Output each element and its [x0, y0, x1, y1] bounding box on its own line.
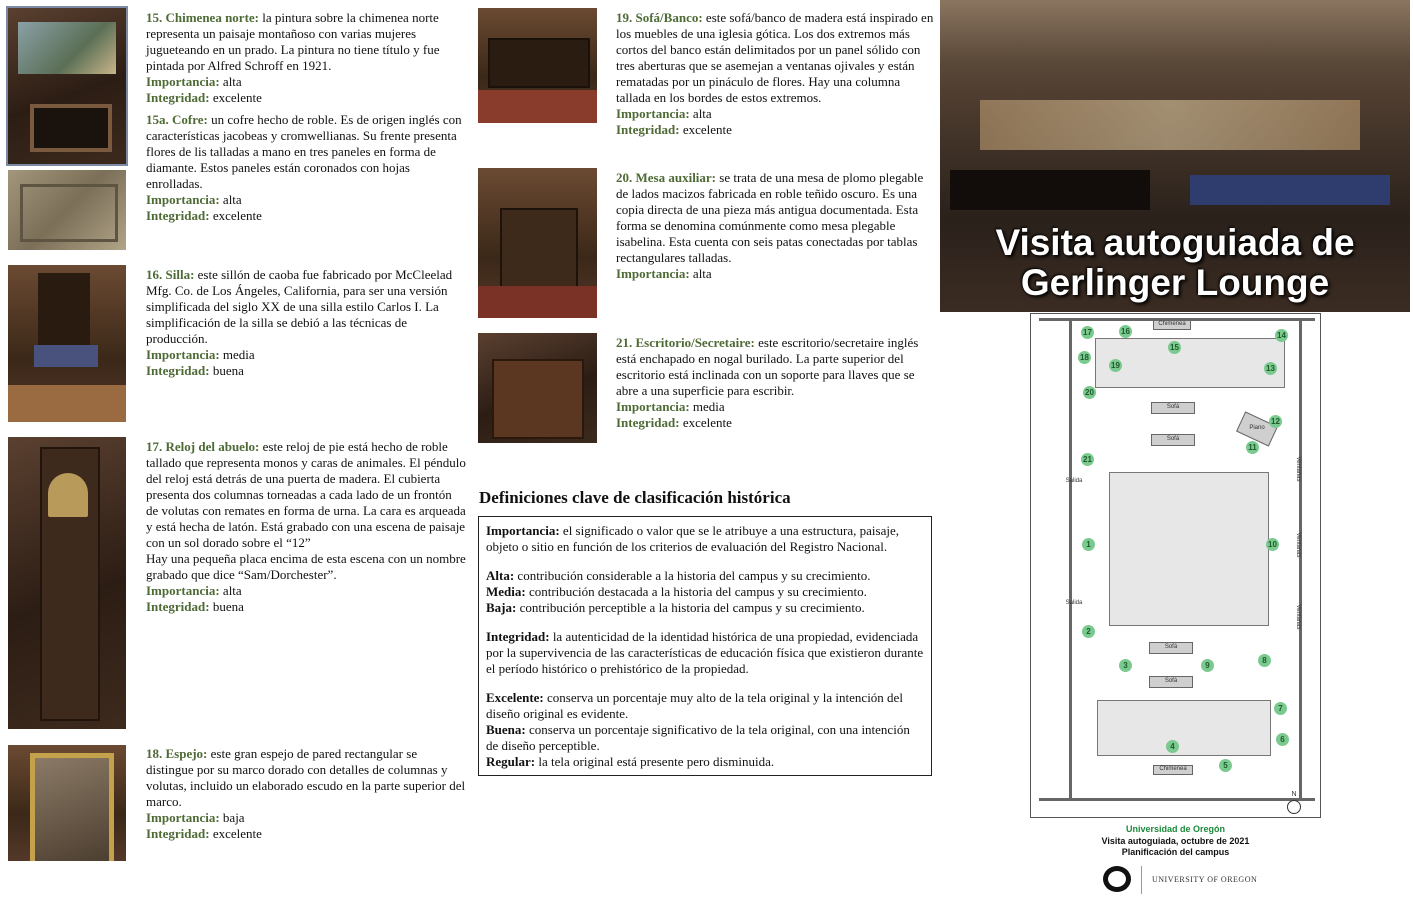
importance-value: media: [222, 347, 255, 362]
map-marker: 21: [1081, 453, 1094, 466]
def-term: Buena:: [486, 722, 526, 737]
importance-value: alta: [222, 583, 242, 598]
importance-value: alta: [222, 74, 242, 89]
importance-label: Importancia:: [616, 266, 690, 281]
integrity-value: excelente: [682, 122, 732, 137]
map-marker: 19: [1109, 359, 1122, 372]
map-wall-bottom: [1039, 798, 1315, 801]
map-marker: 12: [1269, 415, 1282, 428]
map-marker: 7: [1274, 702, 1287, 715]
def-integrity: [486, 629, 924, 677]
north-arrow-icon: [1287, 800, 1301, 814]
entry-15-title: 15. Chimenea norte:: [146, 10, 260, 25]
entry-15-body: la pintura sobre la chimenea norte representa un paisaje montañoso con varias mujeres jugueteando en un prado. La pintura no tiene título y fue pintada por Alfred Schroff en 1921.: [146, 10, 440, 73]
map-label-sofa-bottom: Sofá: [1164, 644, 1178, 650]
entry-17-body2: Hay una pequeña placa encima de esta escena con un nombre grabado que dice “Sam/Dorchester”.: [146, 551, 466, 582]
entry-21-title: 21. Escritorio/Secretaire:: [616, 335, 755, 350]
map-label-salida-1: Salida: [1065, 478, 1083, 484]
fireplace-opening: [30, 104, 112, 152]
entry-16-body: este sillón de caoba fue fabricado por McCleelad Mfg. Co. de Los Ángeles, California, para ser una versión simplificada del siglo XX de una silla estilo Carlos I. La simplificación de la silla se debió a las técnicas de producción.: [146, 267, 453, 346]
chair-photo: [8, 265, 126, 422]
importance-value: alta: [222, 192, 242, 207]
entry-16-title: 16. Silla:: [146, 267, 195, 282]
map-label-chimenea-bottom: Chimenea: [1159, 766, 1187, 772]
importance-label: Importancia:: [616, 399, 690, 414]
map-marker: 14: [1275, 329, 1288, 342]
map-marker: 11: [1246, 441, 1259, 454]
hero-sofa: [1190, 175, 1390, 205]
integrity-value: excelente: [212, 90, 262, 105]
hero-title-line2: Gerlinger Lounge: [1020, 262, 1330, 303]
rug: [478, 286, 597, 318]
def-term: Alta:: [486, 568, 515, 583]
entry-16: [146, 267, 466, 385]
entry-19-body: este sofá/banco de madera está inspirado en los muebles de una iglesia gótica. Los dos extremos más cortos del banco están delimitados por un panel sólido con tres aberturas que se asemejan a ventanas ojivales y están rematadas por un pináculo de flores. Hay una columna tallada en los bordes de estos extremos.: [616, 10, 934, 105]
university-logo-icon: [1103, 866, 1131, 892]
map-marker: 17: [1081, 326, 1094, 339]
map-label-piano: Piano: [1249, 425, 1265, 431]
university-logo-text: UNIVERSITY OF OREGON: [1152, 875, 1258, 884]
entry-19: [616, 10, 934, 144]
entry-15a: [146, 112, 466, 230]
integrity-label: Integridad:: [146, 208, 210, 223]
def-term: Integridad:: [486, 629, 550, 644]
fireplace-photo: [6, 6, 128, 166]
chair-seat: [34, 345, 98, 367]
map-marker: 4: [1166, 740, 1179, 753]
importance-value: alta: [692, 106, 712, 121]
def-term: Media:: [486, 584, 526, 599]
map-rug-center: [1109, 472, 1269, 626]
entry-21: [616, 335, 934, 437]
integrity-value: excelente: [212, 826, 262, 841]
map-rug-top: [1095, 338, 1285, 388]
chest-carving: [20, 184, 118, 242]
mirror-photo: [8, 745, 126, 861]
def-text: contribución perceptible a la historia del campus y su crecimiento.: [519, 600, 865, 615]
entry-18-title: 18. Espejo:: [146, 746, 208, 761]
definitions-box: [478, 516, 932, 776]
importance-value: baja: [222, 810, 245, 825]
map-rug-bottom: [1097, 700, 1271, 756]
desk-body: [492, 359, 584, 439]
map-marker: 8: [1258, 654, 1271, 667]
map-marker: 5: [1219, 759, 1232, 772]
def-term: Regular:: [486, 754, 536, 769]
entry-15a-body: un cofre hecho de roble. Es de origen inglés con características jacobeas y cromwellianas. Su frente presenta flores de lis talladas a mano en tres paneles en forma de diamante. Estos paneles están coronados con hojas enrolladas.: [146, 112, 462, 191]
def-integrity-levels: [486, 690, 924, 770]
floor-plan-map: [1030, 313, 1321, 818]
credit-planning: Planificación del campus: [1121, 847, 1230, 857]
def-text: conserva un porcentaje significativo de la tela original, con una intención de diseño perceptible.: [486, 722, 910, 753]
chair-back: [38, 273, 90, 353]
map-marker: 16: [1119, 325, 1132, 338]
mirror-frame: [30, 753, 114, 861]
map-marker: 13: [1264, 362, 1277, 375]
map-label-sofa-top: Sofá: [1166, 404, 1180, 410]
def-text: el significado o valor que se le atribuye a una estructura, paisaje, objeto o sitio en función de los criterios de evaluación del Registro Nacional.: [486, 523, 899, 554]
entry-18-body: este gran espejo de pared rectangular se distingue por su marco dorado con detalles de columnas y volutas, incluido un elaborado escudo en la parte superior del marco.: [146, 746, 466, 809]
bench-back: [488, 38, 590, 88]
map-marker: 10: [1266, 538, 1279, 551]
map-label-ventanas-1: Ventanas: [1295, 456, 1301, 482]
bench-photo: [478, 8, 597, 123]
fireplace-painting: [18, 22, 116, 74]
integrity-value: buena: [212, 599, 244, 614]
side-table-photo: [478, 168, 597, 318]
map-marker: 1: [1082, 538, 1095, 551]
def-importance: [486, 523, 924, 555]
credit-university: Universidad de Oregón: [1125, 824, 1226, 834]
hero-photo: [940, 0, 1410, 312]
chest-photo: [8, 170, 126, 250]
map-label-sofa-bottom2: Sofá: [1164, 678, 1178, 684]
map-marker: 18: [1078, 351, 1091, 364]
integrity-label: Integridad:: [616, 122, 680, 137]
integrity-value: buena: [212, 363, 244, 378]
integrity-label: Integridad:: [146, 363, 210, 378]
entry-19-title: 19. Sofá/Banco:: [616, 10, 703, 25]
integrity-label: Integridad:: [146, 826, 210, 841]
integrity-label: Integridad:: [146, 90, 210, 105]
hero-windows: [980, 100, 1360, 150]
map-marker: 2: [1082, 625, 1095, 638]
clock-photo: [8, 437, 126, 729]
importance-value: alta: [692, 266, 712, 281]
integrity-value: excelente: [212, 208, 262, 223]
importance-label: Importancia:: [146, 583, 220, 598]
def-term: Excelente:: [486, 690, 544, 705]
floor: [8, 385, 126, 422]
map-marker: 20: [1083, 386, 1096, 399]
integrity-label: Integridad:: [616, 415, 680, 430]
entry-17: [146, 439, 466, 621]
map-marker: 3: [1119, 659, 1132, 672]
desk-photo: [478, 333, 597, 443]
map-marker: 9: [1201, 659, 1214, 672]
importance-label: Importancia:: [616, 106, 690, 121]
map-label-chimenea-top: Chimenea: [1158, 321, 1186, 327]
entry-17-title: 17. Reloj del abuelo:: [146, 439, 260, 454]
map-label-ventanas-3: Ventanas: [1295, 604, 1301, 630]
importance-value: media: [692, 399, 725, 414]
map-label-sofa-top2: Sofá: [1166, 436, 1180, 442]
def-term: Importancia:: [486, 523, 560, 538]
entry-18: [146, 746, 466, 848]
importance-label: Importancia:: [146, 810, 220, 825]
entry-17-body: este reloj de pie está hecho de roble tallado que representa monos y caras de animales. El péndulo del reloj está detrás de una puerta de madera. El cubierta presenta dos columnas torneadas a cada lado de un frontón de volutas con remates en forma de urna. La cara es arqueada y está hecha de latón. Está grabado con una escena de paisaje con un sol dorado sobre el “12”: [146, 439, 466, 550]
def-term: Baja:: [486, 600, 517, 615]
def-text: contribución considerable a la historia del campus y su crecimiento.: [517, 568, 871, 583]
map-marker: 6: [1276, 733, 1289, 746]
definitions-heading: Definiciones clave de clasificación histórica: [479, 488, 791, 507]
side-table-body: [500, 208, 578, 292]
clock-face: [48, 473, 88, 517]
hero-ceiling: [940, 0, 1410, 60]
def-text: conserva un porcentaje muy alto de la tela original y la intención del diseño original es evidente.: [486, 690, 903, 721]
entry-20-body: se trata de una mesa de plomo plegable de lados macizos fabricada en roble teñido oscuro. Es una copia directa de una pieza más antigua documentada. Esta forma se denomina comúnmente como mesa plegable isabelina. Esta cuenta con seis patas conectadas por tablas rectangulares talladas.: [616, 170, 924, 265]
entry-20: [616, 170, 934, 288]
entry-20-title: 20. Mesa auxiliar:: [616, 170, 717, 185]
def-text: la autenticidad de la identidad histórica de una propiedad, evidenciada por la supervivencia de las características de educación física que existieron durante el período histórico o prehistórico de la propiedad.: [486, 629, 924, 676]
entry-15a-title: 15a. Cofre:: [146, 112, 208, 127]
importance-label: Importancia:: [146, 192, 220, 207]
map-north-label: N: [1291, 791, 1297, 798]
integrity-value: excelente: [682, 415, 732, 430]
hero-title-line1: Visita autoguiada de: [995, 222, 1355, 263]
map-marker: 15: [1168, 341, 1181, 354]
def-text: la tela original está presente pero disminuida.: [538, 754, 775, 769]
def-importance-levels: [486, 568, 924, 616]
credit-tour-date: Visita autoguiada, octubre de 2021: [1101, 836, 1250, 846]
map-wall-left: [1069, 318, 1072, 801]
logo-divider: [1141, 866, 1142, 894]
importance-label: Importancia:: [146, 347, 220, 362]
map-label-salida-2: Salida: [1065, 600, 1083, 606]
entry-15: [146, 10, 466, 112]
entry-21-body: este escritorio/secretaire inglés está enchapado en nogal burilado. La parte superior del escritorio está inclinada con un soporte para llaves que se abre a una superficie para escribir.: [616, 335, 919, 398]
hero-piano: [950, 170, 1150, 210]
rug: [478, 90, 597, 123]
map-label-ventanas-2: Ventanas: [1295, 532, 1301, 558]
def-text: contribución destacada a la historia del campus y su crecimiento.: [528, 584, 867, 599]
integrity-label: Integridad:: [146, 599, 210, 614]
importance-label: Importancia:: [146, 74, 220, 89]
